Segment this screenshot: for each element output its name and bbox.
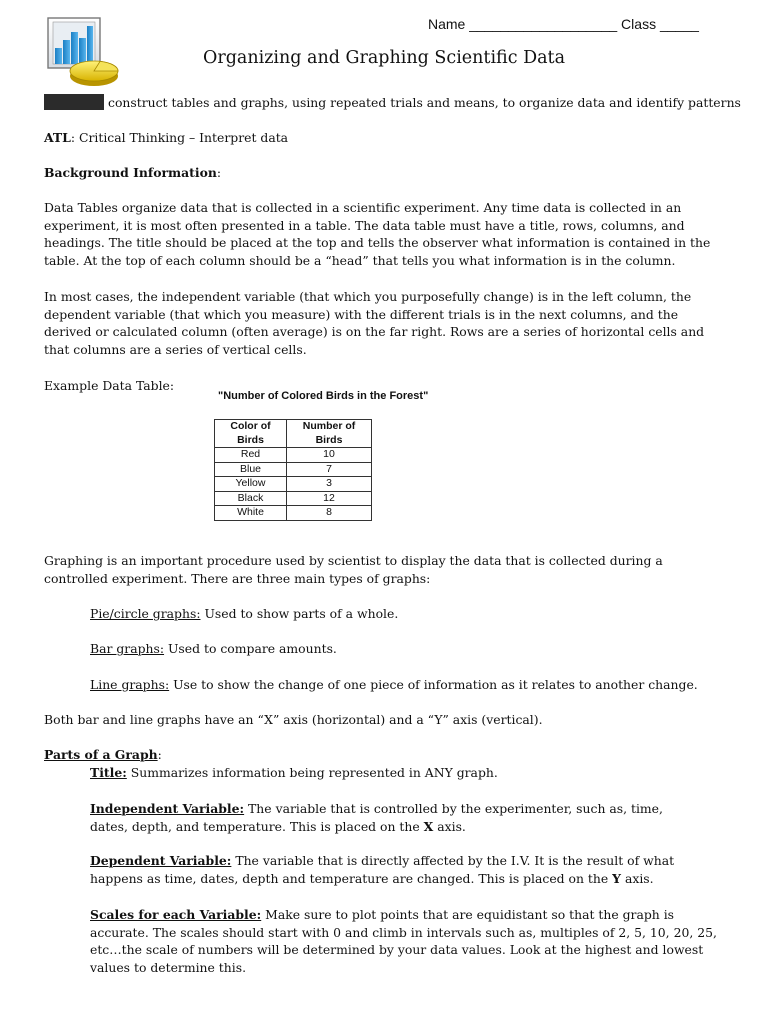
part-title (90, 764, 720, 782)
graph-type-text: Used to show parts of a whole. (200, 606, 399, 621)
table-cell: Black (215, 491, 287, 506)
part-text: The variable that is directly affected by the I.V. It is the result of what happens as time, dates, depth and temperature are changed. This is placed on the (90, 853, 675, 886)
table-row (215, 448, 372, 463)
part-text: Make sure to plot points that are equidistant so that the graph is accurate. The scales should start with 0 and climb in intervals such as, multiples of 2, 5, 10, 20, 25, etc…the scale of numbers will be determined by your data values. Look at the highest and lowest values to determine this. (90, 907, 717, 975)
part-scales (90, 906, 726, 976)
table-row (215, 477, 372, 492)
table-header-color: Color of Birds (215, 420, 287, 448)
table-header-row (215, 420, 372, 448)
atl-label: ATL (44, 130, 71, 145)
objective-text: construct tables and graphs, using repeated trials and means, to organize data and identify patterns (108, 95, 741, 110)
part-text: The variable that is controlled by the experimenter, such as, time, dates, depth, and temperature. This is placed on the (90, 801, 663, 834)
example-data-table (214, 419, 372, 521)
part-label: Dependent Variable: (90, 853, 232, 868)
table-row (215, 462, 372, 477)
table-cell: Blue (215, 462, 287, 477)
part-dependent-variable (90, 852, 680, 887)
part-label: Independent Variable: (90, 801, 245, 816)
axes-sentence: Both bar and line graphs have an “X” axis (horizontal) and a “Y” axis (vertical). (44, 712, 543, 727)
graph-type-line (90, 676, 698, 694)
background-heading-text: Background Information (44, 165, 217, 180)
table-header-number: Number of Birds (287, 420, 372, 448)
part-label: Scales for each Variable: (90, 907, 262, 922)
table-cell: 7 (287, 462, 372, 477)
example-table-label: Example Data Table: (44, 378, 175, 393)
background-heading (44, 164, 221, 182)
objective-line (44, 94, 741, 112)
part-independent-variable (90, 800, 690, 835)
graph-type-label: Line graphs: (90, 677, 170, 692)
atl-line (44, 129, 288, 147)
part-text: axis. (433, 818, 466, 834)
parts-heading-colon: : (157, 747, 162, 762)
part-text: axis. (621, 870, 654, 886)
graph-type-pie (90, 605, 398, 623)
graph-type-text: Used to compare amounts. (164, 641, 337, 656)
table-row (215, 506, 372, 521)
table-cell: 10 (287, 448, 372, 463)
table-cell: 3 (287, 477, 372, 492)
table-cell: White (215, 506, 287, 521)
part-text: Summarizes information being represented in ANY graph. (126, 765, 498, 780)
graphing-intro: Graphing is an important procedure used by scientist to display the data that is collected during a controlled experiment. There are three main types of graphs: (44, 553, 663, 586)
redacted-block (44, 94, 104, 110)
graph-type-label: Bar graphs: (90, 641, 165, 656)
background-paragraph-2: In most cases, the independent variable (that which you purposefully change) is in the left column, the dependent variable (that which you measure) with the different trials is in the next columns, and the derived or calculated column (often average) is on the far right. Rows are a series of horizontal cells and that columns are a series of vertical cells. (44, 289, 705, 357)
atl-text: : Critical Thinking – Interpret data (70, 130, 289, 145)
name-class-line: Name ___________________ Class _____ (428, 16, 699, 32)
table-cell: 8 (287, 506, 372, 521)
example-table-title: "Number of Colored Birds in the Forest" (218, 390, 429, 402)
table-cell: Red (215, 448, 287, 463)
axis-letter: X (423, 818, 434, 834)
page-title: Organizing and Graphing Scientific Data (202, 48, 566, 68)
table-row (215, 491, 372, 506)
parts-heading-text: Parts of a Graph (44, 747, 158, 762)
background-paragraph-1: Data Tables organize data that is collected in a scientific experiment. Any time data is collected in an experiment, it is most often presented in a table. The data table must have a title, rows, columns, and headings. The title should be placed at the top and tells the observer what information is contained in the table. At the top of each column should be a “head” that tells you what information is in the column. (44, 200, 711, 268)
table-cell: 12 (287, 491, 372, 506)
graph-type-label: Pie/circle graphs: (90, 606, 201, 621)
axis-letter: Y (612, 870, 622, 886)
parts-heading (44, 746, 162, 764)
graph-type-bar (90, 640, 337, 658)
part-label: Title: (90, 765, 127, 780)
table-cell: Yellow (215, 477, 287, 492)
background-heading-colon: : (216, 165, 222, 180)
graph-type-text: Use to show the change of one piece of information as it relates to another change. (169, 677, 698, 692)
